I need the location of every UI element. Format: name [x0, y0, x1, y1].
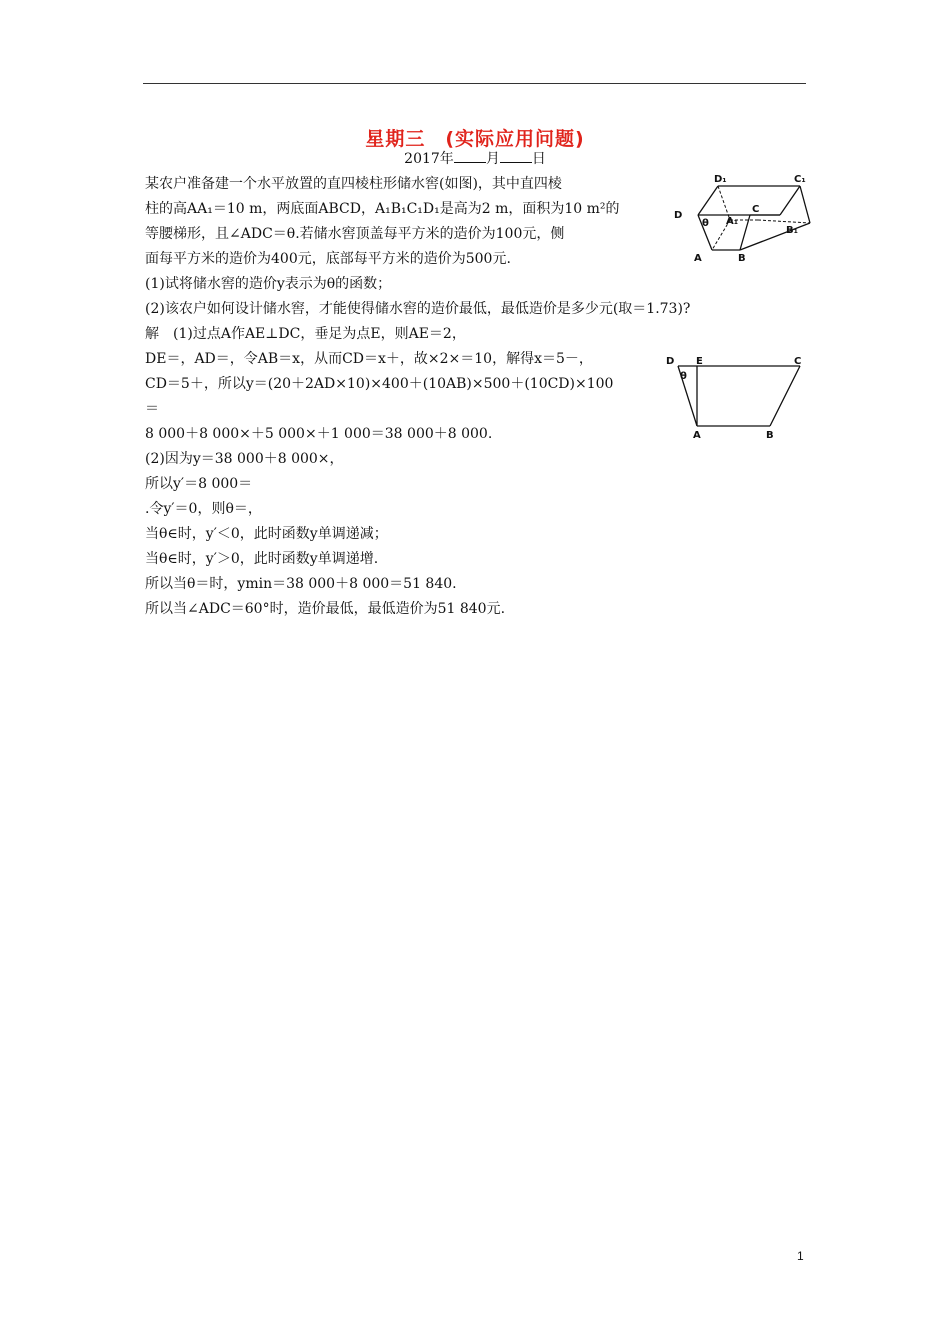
header-rule [143, 83, 806, 84]
date-month: 月 [485, 151, 500, 167]
label-a: A [693, 430, 701, 441]
solution-line: ＝ [145, 401, 159, 417]
solution-line: (2)因为y＝38 000＋8 000×， [145, 451, 344, 467]
solution-line: 解 (1)过点A作AE⊥DC，垂足为点E，则AE＝2， [145, 326, 466, 342]
day-blank [500, 150, 532, 163]
problem-line: 面每平方米的造价为400元，底部每平方米的造价为500元. [145, 251, 511, 267]
trapezoid-figure [660, 348, 815, 444]
label-b1: B₁ [786, 225, 799, 236]
question-1: (1)试将储水窖的造价y表示为θ的函数； [145, 276, 392, 292]
solution-line: 所以当θ＝时，ymin＝38 000＋8 000＝51 840. [145, 576, 457, 592]
label-a1: A₁ [726, 216, 739, 227]
label-d: D [666, 356, 675, 367]
label-c: C [794, 356, 802, 367]
date-line [0, 148, 950, 168]
label-c: C [752, 204, 760, 215]
label-c1: C₁ [794, 174, 806, 185]
label-b: B [738, 253, 746, 264]
solution-line: 8 000＋8 000×＋5 000×＋1 000＝38 000＋8 000. [145, 426, 493, 442]
page-title: 星期三 (实际应用问题) [365, 128, 585, 150]
problem-line: 柱的高AA₁＝10 m，两底面ABCD，A₁B₁C₁D₁是高为2 m，面积为10 m²的 [145, 201, 620, 217]
date-year: 2017年 [404, 151, 454, 167]
solution-line: 所以y′＝8 000＝ [145, 476, 253, 492]
month-blank [454, 150, 486, 163]
date-day: 日 [531, 151, 546, 167]
label-a: A [694, 253, 702, 264]
solution-line: 当θ∈时，y′＞0，此时函数y单调递增. [145, 551, 379, 567]
label-e: E [696, 356, 703, 367]
problem-line: 某农户准备建一个水平放置的直四棱柱形储水窖(如图)，其中直四棱 [145, 176, 562, 192]
solution-line: CD＝5＋，所以y＝(20＋2AD×10)×400＋(10AB)×500＋(10CD)×100 [145, 376, 614, 392]
label-d: D [674, 210, 683, 221]
label-d1: D₁ [714, 174, 727, 185]
label-theta: θ [680, 371, 687, 382]
label-b: B [766, 430, 774, 441]
problem-line: 等腰梯形，且∠ADC＝θ.若储水窖顶盖每平方米的造价为100元，侧 [145, 226, 565, 242]
label-theta: θ [702, 218, 709, 229]
solution-line: 当θ∈时，y′＜0，此时函数y单调递减； [145, 526, 388, 542]
solution-line: .令y′＝0，则θ＝， [145, 501, 262, 517]
solution-line: 所以当∠ADC＝60°时，造价最低，最低造价为51 840元. [145, 601, 506, 617]
page-number: 1 [797, 1249, 804, 1263]
question-2: (2)该农户如何设计储水窖，才能使得储水窖的造价最低，最低造价是多少元(取＝1.73)? [145, 301, 691, 317]
prism-figure [670, 168, 820, 268]
solution-line: DE＝，AD＝，令AB＝x，从而CD＝x＋，故×2×＝10，解得x＝5－， [145, 351, 593, 367]
